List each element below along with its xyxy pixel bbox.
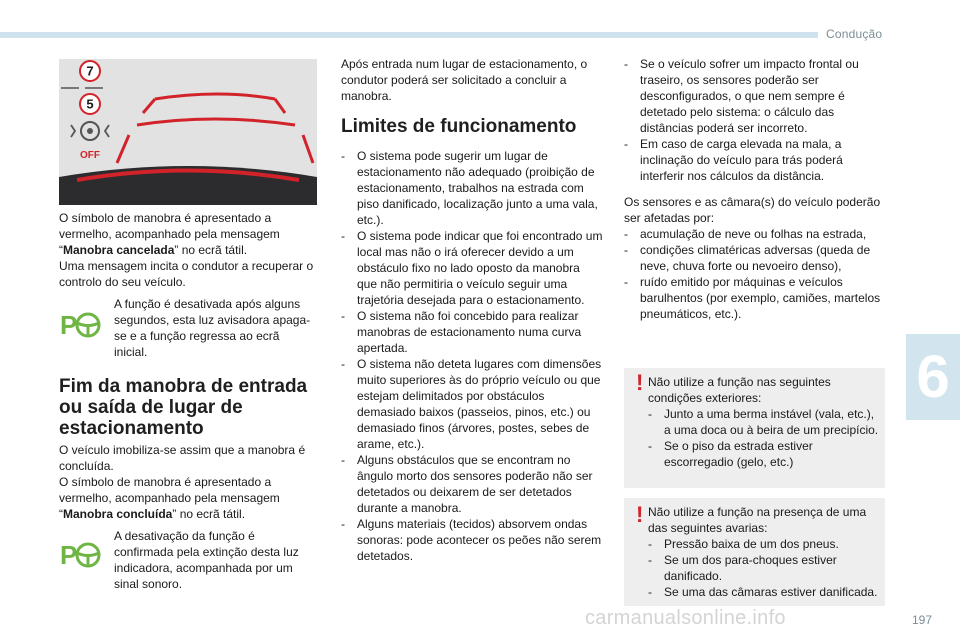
list-item: - Em caso de carga elevada na mala, a inclinação do veículo para trás poderá interferir nos cálculos da distância.: [624, 136, 886, 184]
text: O veículo imobiliza-se assim que a manobra é concluída.: [59, 443, 306, 473]
heading-operating-limits: Limites de funcionamento: [341, 116, 577, 137]
off-label: OFF: [80, 150, 100, 161]
warning-intro: Não utilize a função nas seguintes condições exteriores:: [648, 375, 831, 405]
svg-text:P: P: [60, 310, 78, 340]
heading-end-manoeuvre: Fim da manobra de entrada ou saída de lugar de estacionamento: [59, 376, 308, 439]
list-item: - O sistema pode sugerir um lugar de estacionamento não adequado (proibição de estacionamento, trabalhos na estrada com piso danificado, localização junto a uma vala, etc.).: [341, 148, 603, 228]
parking-screen-illustration: [59, 59, 317, 205]
limits-list: [341, 148, 603, 564]
watermark: carmanualsonline.info: [585, 607, 786, 629]
badge-top: 7: [86, 63, 94, 79]
warning-list: [648, 536, 880, 600]
warning-list: [648, 406, 880, 470]
list-item: - O sistema não deteta lugares com dimensões muito superiores às do próprio veículo ou que estejam delimitados por obstáculos demasiado baixos (passeios, pinos, etc.) ou demasiado finos (árvores, postes, sebes de arame, etc.).: [341, 356, 603, 452]
warning-box-faults: [624, 498, 885, 606]
parking-assist-icon: [60, 536, 102, 572]
parking-guide-drawing: [59, 59, 317, 205]
text: ” no ecrã tátil.: [174, 243, 248, 257]
text: O símbolo de manobra é apresentado a vermelho, acompanhado pela mensagem “: [59, 475, 280, 521]
badge-bottom: 5: [86, 96, 94, 112]
list-item: - Alguns obstáculos que se encontram no ângulo morto dos sensores poderão não ser detetados ou deixarem de ser detetados durante a manobra.: [341, 452, 603, 516]
list-item: - O sistema pode indicar que foi encontrado um local mas não o irá oferecer devido a um obstáculo fixo no lado oposto da manobra que não permitiria o veículo seguir uma trajetória desejada para o estacionamento.: [341, 228, 603, 308]
text: ” no ecrã tátil.: [172, 507, 246, 521]
header-bar: [0, 32, 818, 38]
page-number: 197: [912, 613, 933, 627]
chapter-number: 6: [916, 343, 950, 410]
list-item: - Junto a uma berma instável (vala, etc.), a uma doca ou à beira de um precipício.: [648, 406, 880, 438]
text: O símbolo de manobra é apresentado a vermelho, acompanhado pela mensagem “: [59, 211, 280, 257]
parking-assist-icon: [60, 306, 102, 342]
message-text: Manobra concluída: [63, 507, 173, 521]
list-item: - Pressão baixa de um dos pneus.: [648, 536, 880, 552]
impact-list: [624, 56, 886, 184]
list-item: - ruído emitido por máquinas e veículos barulhentos (por exemplo, camiões, martelos pneumáticos, etc.).: [624, 274, 886, 322]
warning-box-exterior: [624, 368, 885, 488]
list-item: - Se o piso da estrada estiver escorregadio (gelo, etc.): [648, 438, 880, 470]
icon1-text: A função é desativada após alguns segundos, esta luz avisadora apaga-se e a função regressa ao ecrã inicial.: [114, 297, 311, 359]
warning-intro: Não utilize a função na presença de uma das seguintes avarias:: [648, 505, 867, 535]
list-item: - Alguns materiais (tecidos) absorvem ondas sonoras: pode acontecer os peões não serem detetados.: [341, 516, 603, 564]
warning-icon: !: [636, 370, 644, 395]
warning-icon: !: [636, 502, 644, 527]
sensors-intro: Os sensores e as câmara(s) do veículo poderão ser afetadas por:: [624, 195, 881, 225]
left-para-1: [59, 210, 317, 290]
sensors-block: [624, 194, 886, 322]
list-item: - condições climatéricas adversas (queda de neve, chuva forte ou nevoeiro denso),: [624, 242, 886, 274]
icon2-text: A desativação da função é confirmada pela extinção desta luz indicadora, acompanhada por um sinal sonoro.: [114, 529, 299, 591]
middle-intro: Após entrada num lugar de estacionamento, o condutor poderá ser solicitado a concluir a manobra.: [341, 57, 588, 103]
sensors-list: [624, 226, 886, 322]
message-text: Manobra cancelada: [63, 243, 175, 257]
svg-text:P: P: [60, 540, 78, 570]
list-item: - Se uma das câmaras estiver danificada.: [648, 584, 880, 600]
list-item: - Se um dos para-choques estiver danificado.: [648, 552, 880, 584]
left-para-2: Uma mensagem incita o condutor a recuperar o controlo do seu veículo.: [59, 259, 314, 289]
left-para-3: [59, 442, 317, 522]
list-item: - Se o veículo sofrer um impacto frontal ou traseiro, os sensores poderão ser desconfigurados, o que nem sempre é detetado pelo sistema: o cálculo das distâncias poderá ser incorreto.: [624, 56, 886, 136]
list-item: - acumulação de neve ou folhas na estrada,: [624, 226, 886, 242]
section-title: Condução: [826, 27, 883, 41]
list-item: - O sistema não foi concebido para realizar manobras de estacionamento numa curva apertada.: [341, 308, 603, 356]
